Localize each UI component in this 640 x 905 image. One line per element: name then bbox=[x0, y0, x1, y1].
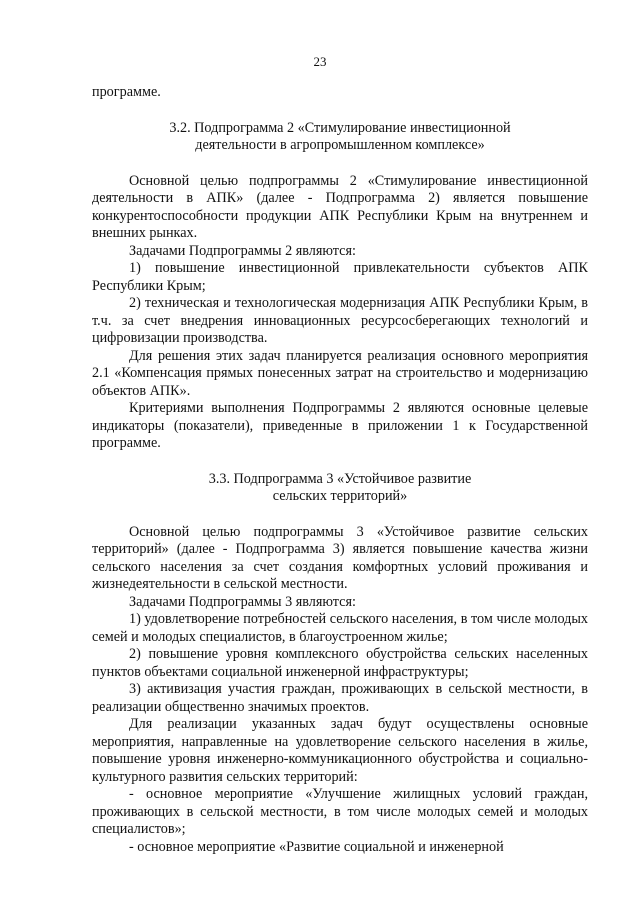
section-3-2-heading-line1: 3.2. Подпрограмма 2 «Стимулирование инвестиционной bbox=[169, 119, 511, 136]
page-number: 23 bbox=[313, 54, 327, 69]
section-3-3 bbox=[92, 471, 588, 857]
section-3-3-paragraph-3: 1) удовлетворение потребностей сельского населения, в том числе молодых семей и молодых специалистов, в благоустроенном жилье; bbox=[92, 611, 588, 645]
section-3-3-heading-line2: сельских территорий» bbox=[272, 488, 408, 504]
section-3-2-paragraph-1: Основной целью подпрограммы 2 «Стимулирование инвестиционной деятельности в АПК» (далее - Подпрограмма 2) является повышение конкурентоспособности продукции АПК Республики Крым на внутреннем и внешних рынках. bbox=[92, 172, 588, 241]
section-3-2-paragraph-2: Задачами Подпрограммы 2 являются: bbox=[129, 242, 356, 259]
section-3-3-paragraph-8: - основное мероприятие «Развитие социальной и инженерной bbox=[129, 838, 504, 855]
section-3-2-paragraph-5: Для решения этих задач планируется реализация основного мероприятия 2.1 «Компенсация прямых понесенных затрат на строительство и модернизацию объектов АПК». bbox=[92, 347, 588, 399]
section-3-3-paragraph-7: - основное мероприятие «Улучшение жилищных условий граждан, проживающих в сельской местности, в том числе молодых семей и молодых специалистов»; bbox=[92, 786, 588, 837]
document-body bbox=[92, 84, 588, 856]
section-3-2-heading-line2: деятельности в агропромышленном комплексе» bbox=[195, 137, 485, 153]
section-3-3-paragraph-5: 3) активизация участия граждан, проживающих в сельской местности, в реализации общественно значимых проектов. bbox=[92, 681, 588, 715]
section-3-3-paragraph-6: Для реализации указанных задач будут осуществлены основные мероприятия, направленные на удовлетворение сельского населения в жилье, повышение уровня инженерно-коммуникационного обустройства и социально-культурного развития сельских территорий: bbox=[92, 716, 588, 785]
section-3-3-paragraph-2: Задачами Подпрограммы 3 являются: bbox=[129, 593, 356, 610]
section-3-2-paragraph-4: 2) техническая и технологическая модернизация АПК Республики Крым, в т.ч. за счет внедрения инновационных ресурсосберегающих технологий и цифровизации производства. bbox=[92, 295, 588, 346]
section-3-2 bbox=[92, 120, 588, 453]
section-3-2-paragraph-3: 1) повышение инвестиционной привлекательности субъектов АПК Республики Крым; bbox=[92, 260, 588, 294]
section-3-3-paragraph-1: Основной целью подпрограммы 3 «Устойчивое развитие сельских территорий» (далее - Подпрограмма 3) является повышение качества жизни сельского населения за счет создания комфортных условий проживания и жизнедеятельности в сельской местности. bbox=[92, 523, 588, 592]
section-3-3-heading-line1: 3.3. Подпрограмма 3 «Устойчивое развитие bbox=[208, 470, 472, 487]
section-3-2-paragraph-6: Критериями выполнения Подпрограммы 2 являются основные целевые индикаторы (показатели), приведенные в приложении 1 к Государственной программе. bbox=[92, 400, 588, 451]
section-3-3-paragraph-4: 2) повышение уровня комплексного обустройства сельских населенных пунктов объектами социальной инженерной инфраструктуры; bbox=[92, 646, 588, 680]
intro-tail: программе. bbox=[92, 84, 161, 100]
